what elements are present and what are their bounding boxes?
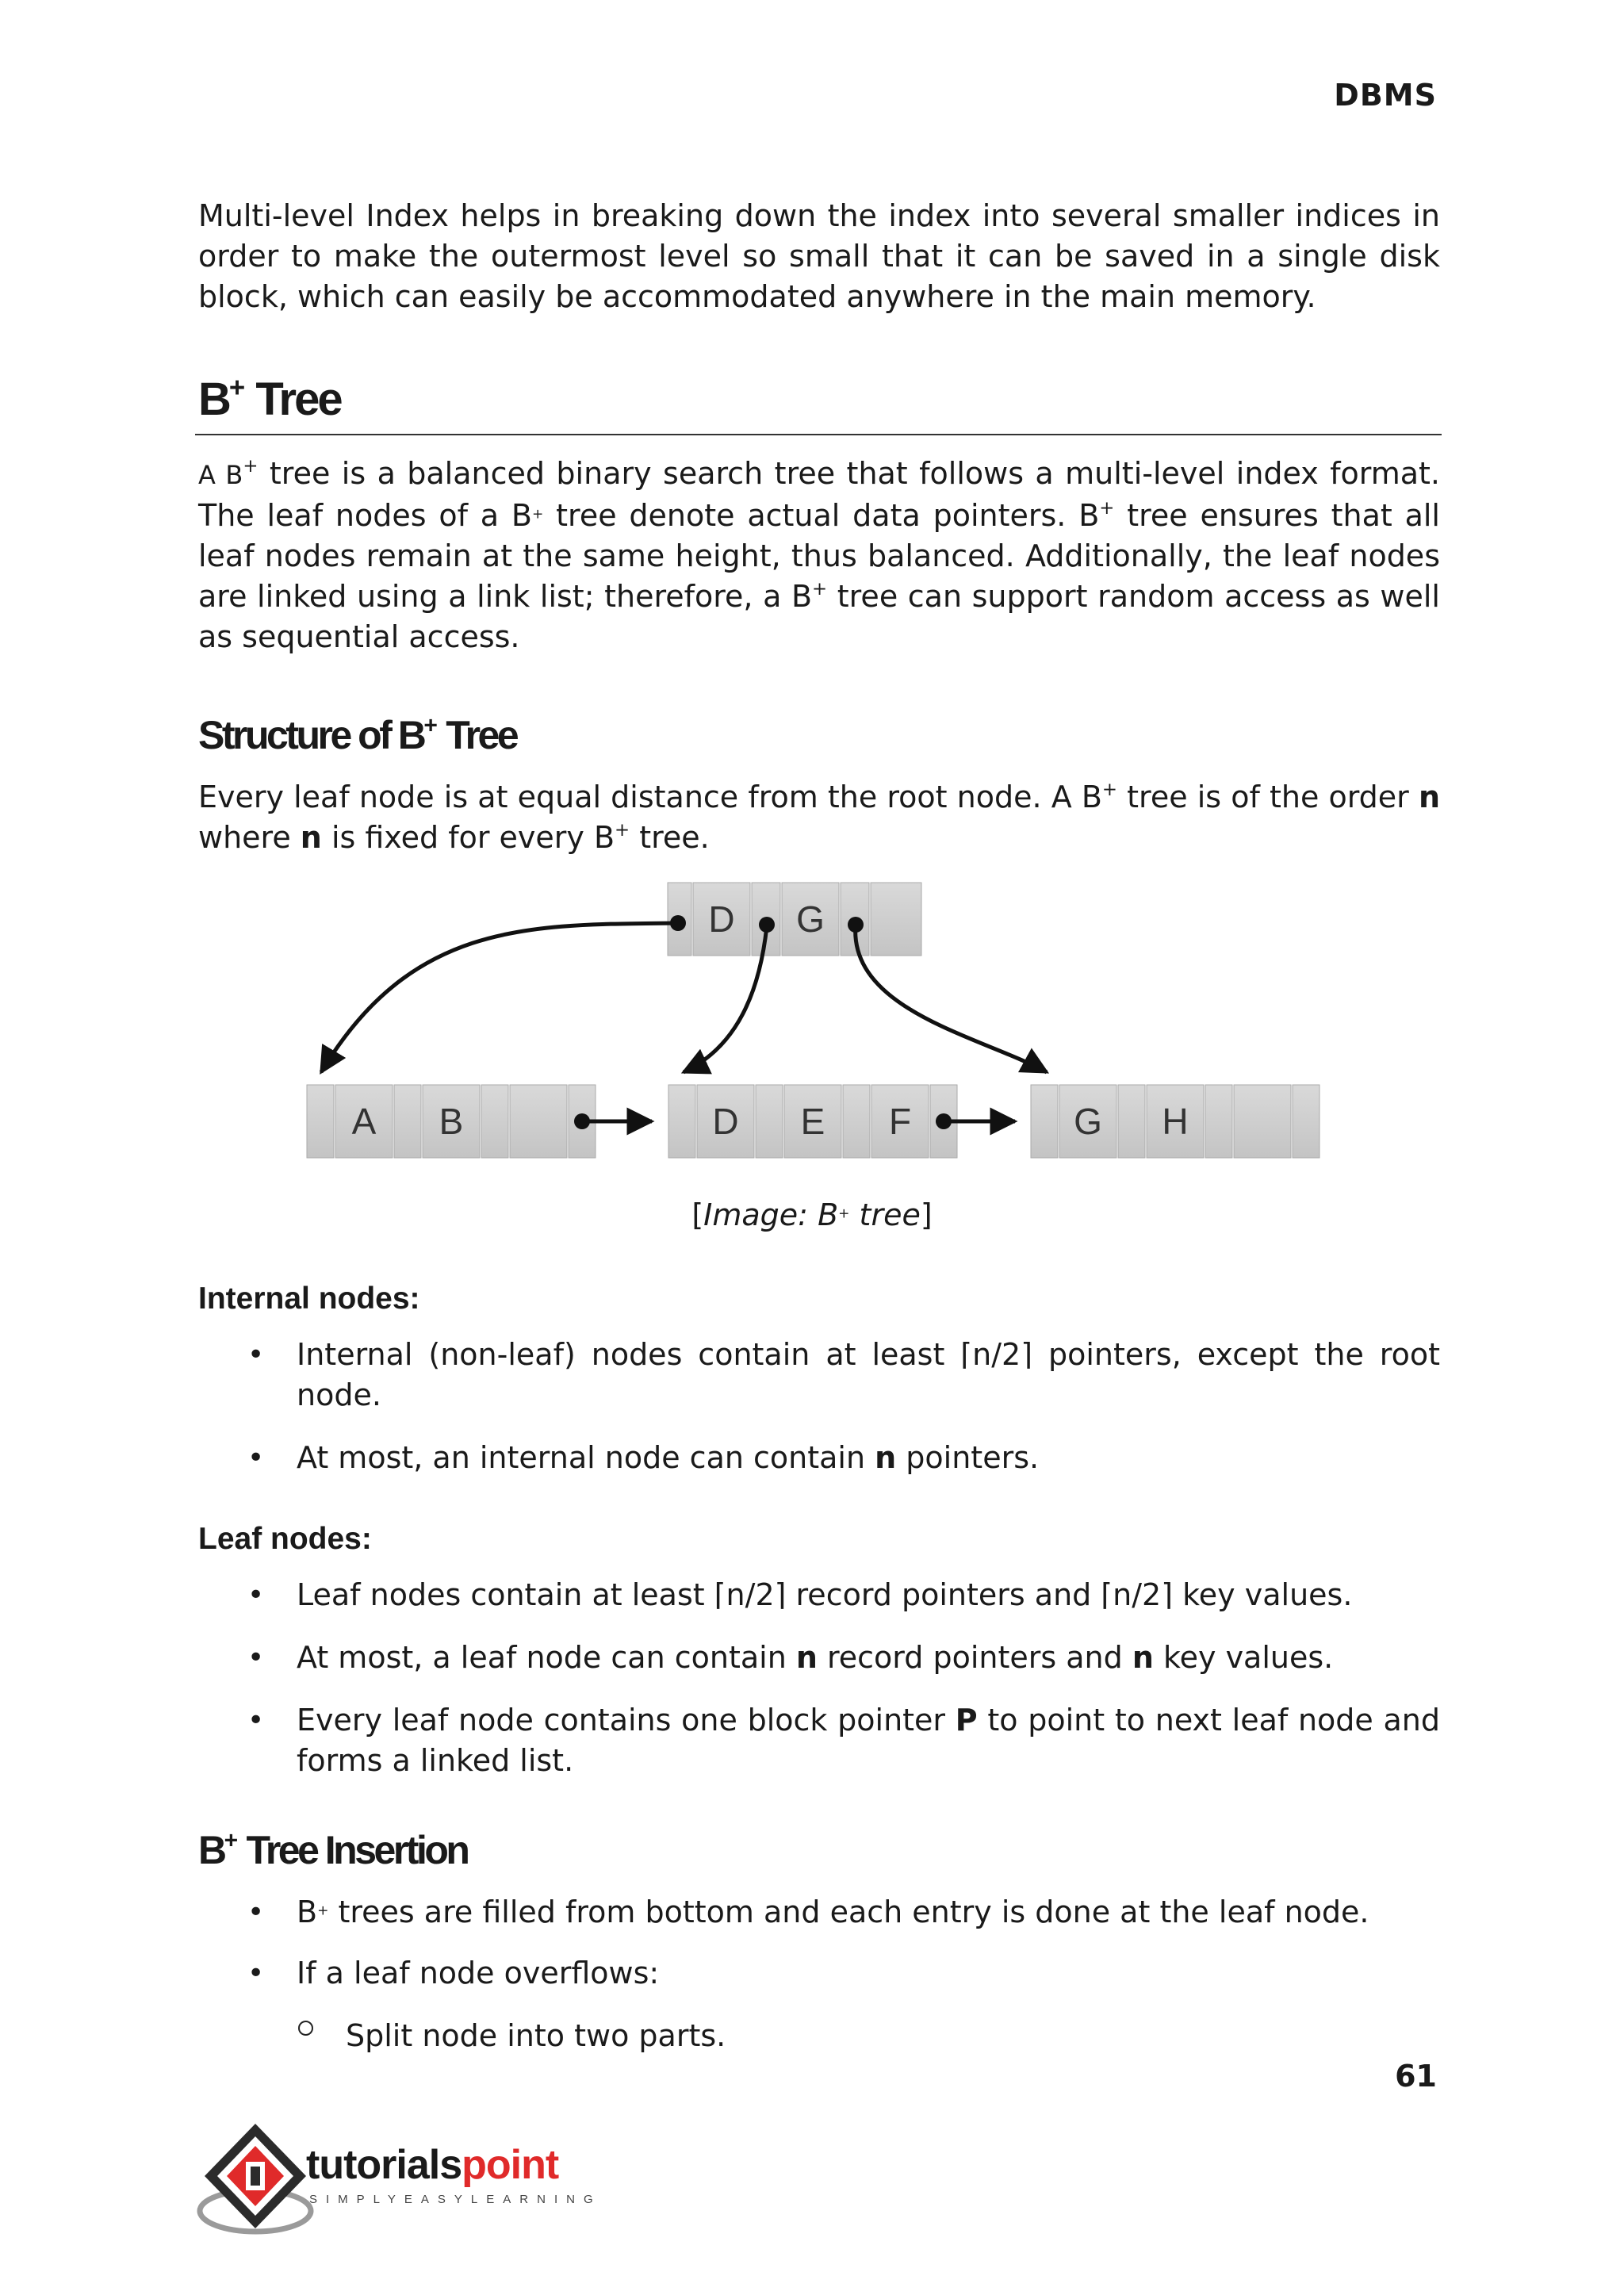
intro-paragraph: Multi-level Index helps in breaking down the index into several smaller indices in order to make the outermost level so small that it can be saved in a single disk block, which can easily be accommodated anywhere in the main memory. — [198, 198, 1440, 314]
list-item: • Leaf nodes contain at least ⌈n/2⌉ record pointers and ⌈n/2⌉ key values. — [247, 1577, 1353, 1612]
root-node — [668, 883, 921, 956]
leaf-node-1 — [307, 1085, 596, 1158]
internal-nodes-heading: Internal nodes: — [198, 1282, 420, 1316]
leaf-key: G — [1074, 1101, 1102, 1142]
cell — [843, 1085, 870, 1158]
leaf-nodes-heading: Leaf nodes: — [198, 1522, 372, 1556]
structure-heading: Structure of B+ Tree — [198, 712, 517, 757]
root-key: G — [796, 898, 825, 940]
cell — [1293, 1085, 1320, 1158]
leaf-key: A — [351, 1101, 377, 1142]
list-item: • Internal (non-leaf) nodes contain at least ⌈n/2⌉ pointers, except the root node. — [247, 1337, 1440, 1412]
logo-wordmark: tutorialspoint — [306, 2142, 559, 2188]
leaf-key: F — [888, 1101, 912, 1142]
cell — [1234, 1085, 1291, 1158]
leaf-key: B — [439, 1101, 464, 1142]
section-divider — [195, 434, 1442, 435]
cell — [1205, 1085, 1232, 1158]
cell — [481, 1085, 508, 1158]
list-item: • At most, an internal node can contain n pointers. — [247, 1440, 1040, 1475]
leaf-nodes-list — [247, 1575, 1441, 1781]
pointer-arrow — [321, 923, 678, 1072]
internal-nodes-list — [247, 1335, 1440, 1478]
page-header-title: DBMS — [1334, 78, 1437, 113]
pointer-dot — [936, 1113, 952, 1129]
insertion-sublist — [346, 2016, 1440, 2056]
cell — [668, 1085, 695, 1158]
bplus-tree-diagram — [293, 872, 1348, 1182]
cell — [871, 883, 921, 956]
leaf-key: H — [1162, 1101, 1189, 1142]
pointer-dot — [759, 917, 775, 933]
cell — [756, 1085, 783, 1158]
cell — [1031, 1085, 1058, 1158]
structure-paragraph: Every leaf node is at equal distance from the root node. A B+ tree is of the order n where n is fixed for every B+ tree. — [198, 780, 1440, 855]
pointer-dot — [848, 917, 864, 933]
figure-caption: [Image: B+ tree] — [691, 1197, 933, 1232]
cell — [510, 1085, 567, 1158]
list-item: Split node into two parts. — [346, 2016, 1440, 2056]
logo-tagline: SIMPLYEASYLEARNING — [309, 2193, 602, 2206]
cell — [394, 1085, 421, 1158]
section-title-bplus-tree: B+ Tree — [198, 372, 341, 425]
page-number: 61 — [1395, 2059, 1437, 2094]
cell — [307, 1085, 334, 1158]
leaf-node-2 — [668, 1085, 957, 1158]
leaf-key: D — [712, 1101, 739, 1142]
pointer-dot — [574, 1113, 590, 1129]
pointer-dot — [670, 915, 686, 931]
bplus-intro-paragraph: A B+ tree is a balanced binary search tree that follows a multi-level index format. The leaf nodes of a B+ tree denote actual data pointers. B+ tree ensures that all leaf nodes remain at the same height, thus balanced. Additionally, the leaf nodes are linked using a link list; therefore, a B+ tree can support random access as well as sequential access. — [198, 456, 1441, 654]
list-item: • If a leaf node overflows: — [247, 1956, 660, 1990]
list-item: • At most, a leaf node can contain n record pointers and n key values. — [247, 1640, 1334, 1675]
root-key: D — [708, 898, 735, 940]
list-item: • B+ trees are filled from bottom and each entry is done at the leaf node. — [247, 1895, 1369, 1929]
leaf-node-3 — [1031, 1085, 1320, 1158]
insertion-heading: B+ Tree Insertion — [198, 1827, 468, 1872]
insertion-list — [247, 1892, 1440, 1994]
list-item: • Every leaf node contains one block pointer P to point to next leaf node and forms a linked list. — [247, 1703, 1441, 1778]
cell — [1118, 1085, 1145, 1158]
leaf-key: E — [800, 1101, 825, 1142]
